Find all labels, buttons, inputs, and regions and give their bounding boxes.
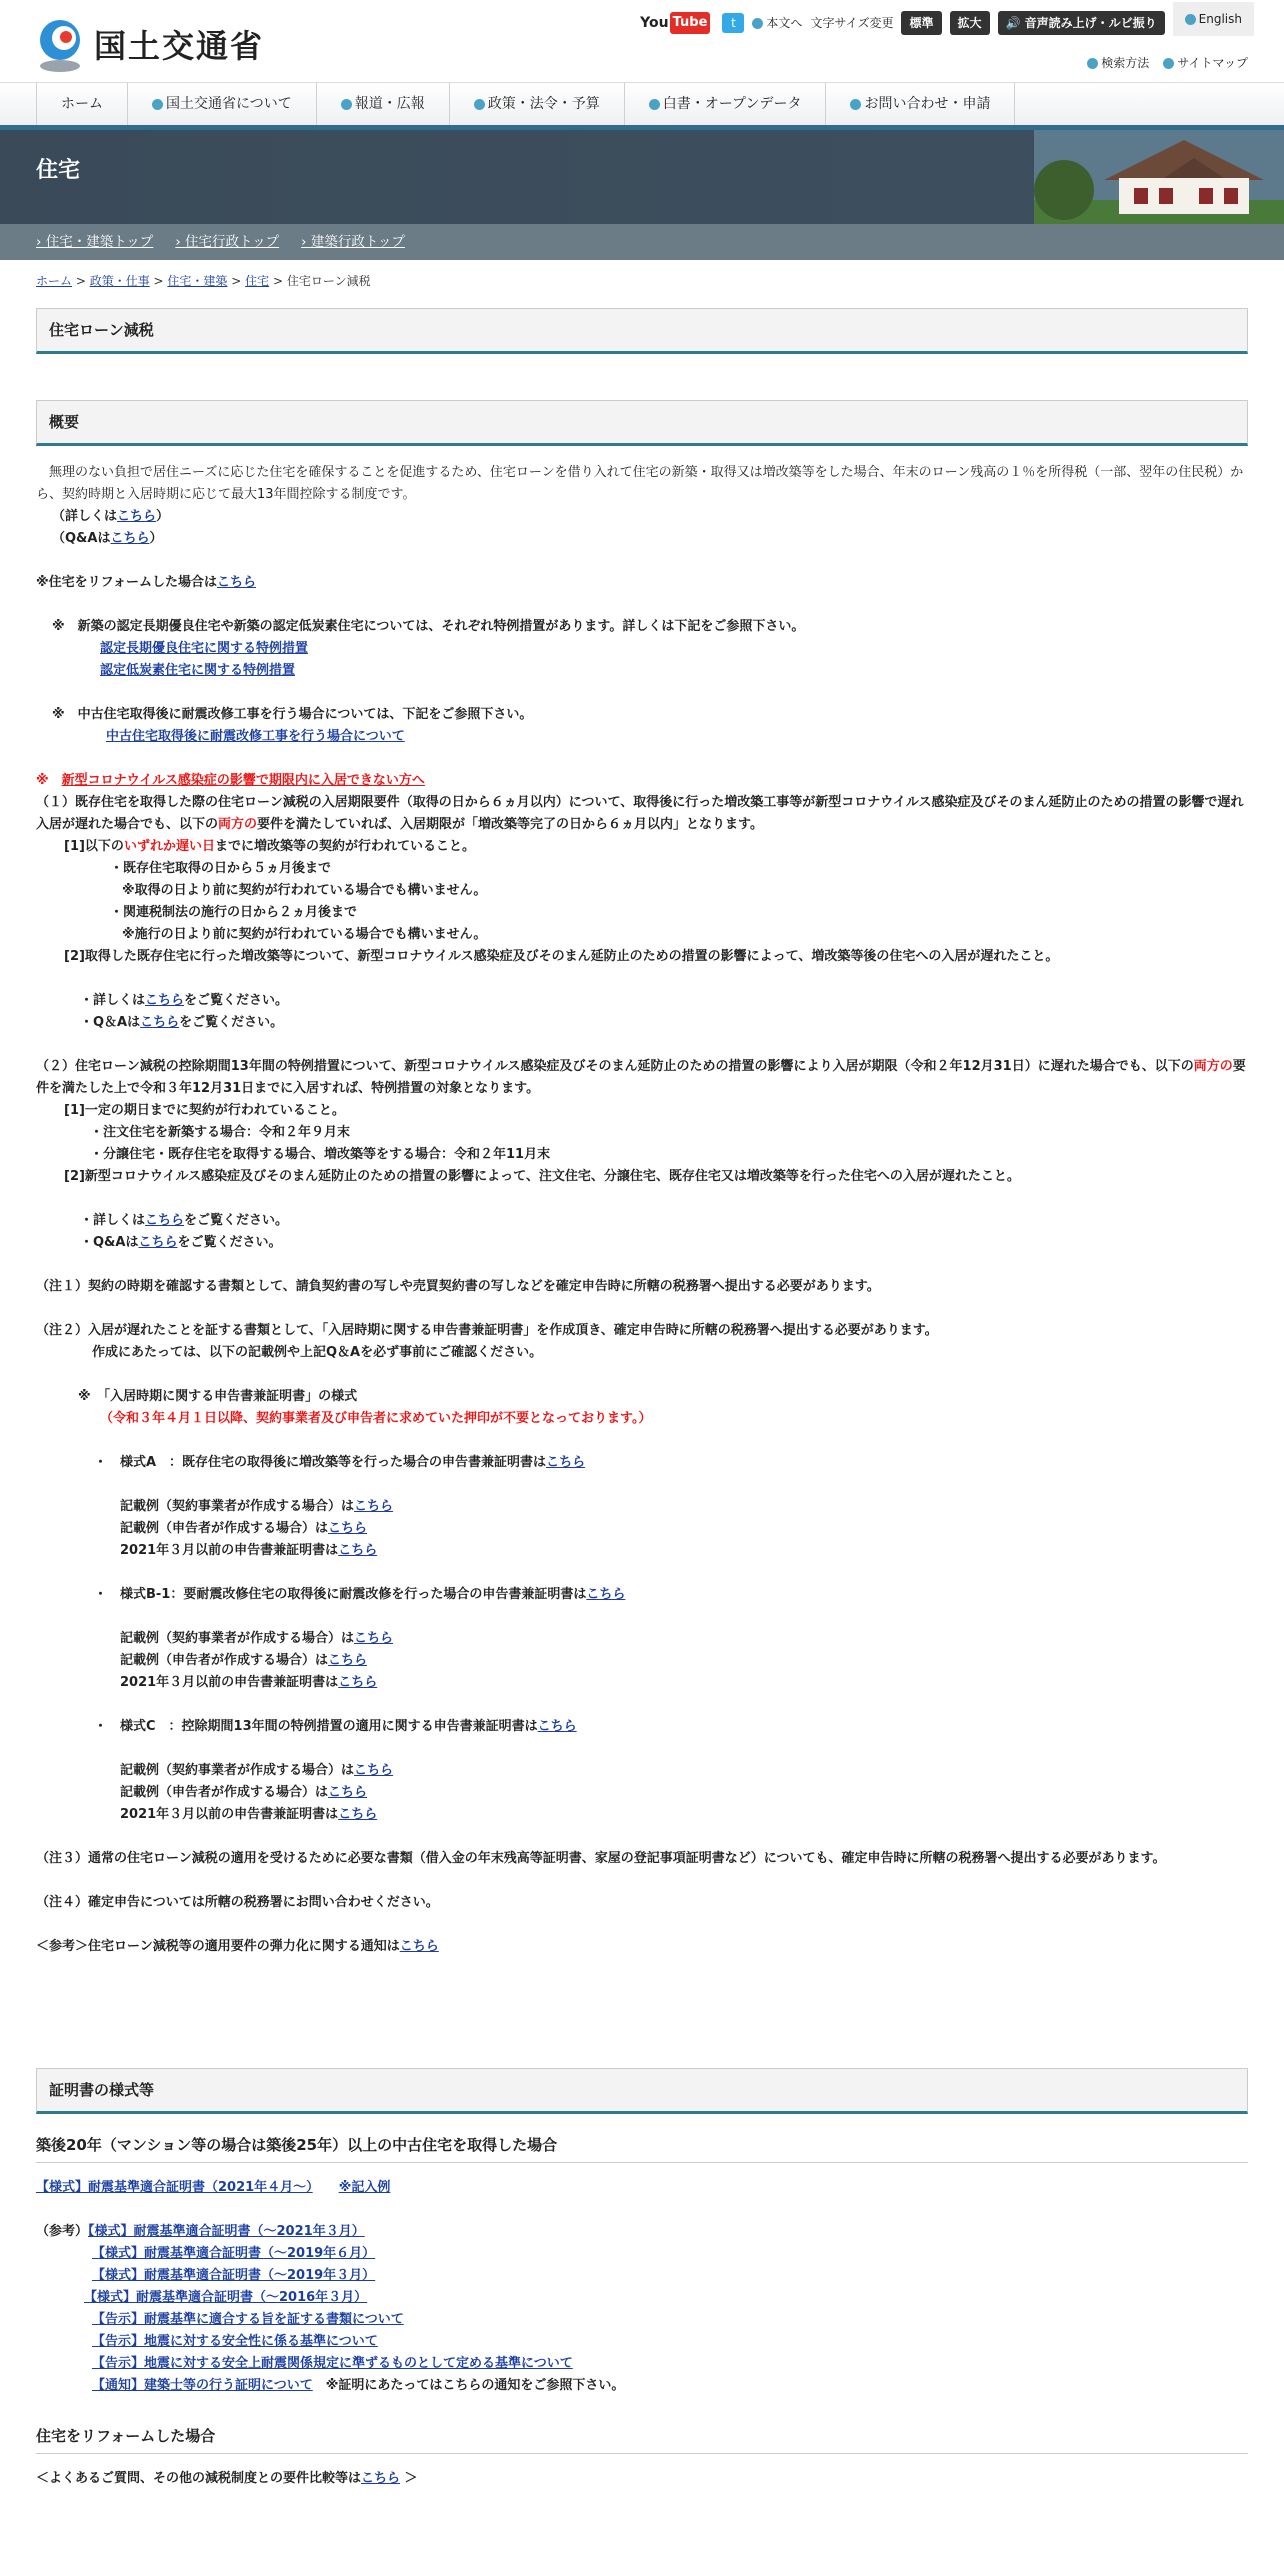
cert-ref-line — [36, 2309, 1248, 2331]
link-block — [36, 638, 1248, 660]
youtube-you: You — [640, 15, 669, 31]
overview-heading: 概要 — [36, 400, 1248, 446]
text: ・ 様式C ：控除期間13年間の特例措置の適用に関する申告書兼証明書は — [94, 1719, 538, 1734]
text: ） — [149, 531, 163, 546]
section-banner — [0, 130, 1284, 224]
font-size-label: 文字サイズ変更 — [810, 16, 894, 30]
english-label: English — [1198, 12, 1242, 26]
cert-ref-link[interactable]: 【告示】地震に対する安全性に係る基準について — [92, 2334, 378, 2349]
form-c-example-applicant-link[interactable]: こちら — [328, 1785, 368, 1800]
breadcrumb-housing-building[interactable]: 住宅・建築 — [167, 274, 228, 288]
subnav-housing-admin-top[interactable]: › 住宅行政トップ — [175, 231, 279, 253]
condition-1: [1]一定の期日までに契約が行われていること。 — [64, 1103, 345, 1118]
cert-ref-line — [36, 2353, 1248, 2375]
note-1: （注１）契約の時期を確認する書類として、請負契約書の写しや売買契約書の写しなどを確定申告時に所轄の税務署へ提出する必要があります。 — [36, 1279, 880, 1294]
breadcrumb-sep: > — [227, 274, 246, 288]
breadcrumb-sep: > — [149, 274, 168, 288]
form-b-example-applicant-link[interactable]: こちら — [328, 1653, 368, 1668]
example-line — [36, 1760, 1248, 1782]
form-b-link[interactable]: こちら — [586, 1587, 626, 1602]
text: をご覧ください。 — [184, 1213, 289, 1228]
detail-line — [36, 506, 1248, 528]
text: 2021年３月以前の申告書兼証明書は — [120, 1807, 339, 1822]
text: （１）既存住宅を取得した際の住宅ローン減税の入居期限要件（取得の日から６ヵ月以内）について、取得後に行った増改築工事等が新型コロナウイルス感染症及びそのまん延防止のための措置の影響で遅れ入居が遅れた場合でも、以下の — [36, 795, 1244, 832]
cert-ref-link[interactable]: 【様式】耐震基準適合証明書（～2019年６月） — [92, 2246, 376, 2261]
overview-intro: 無理のない負担で居住ニーズに応じた住宅を確保することを促進するため、住宅ローンを借り入れて住宅の新築・取得又は増改築等をした場合、年末のローン残高の１％を所得税（一部、翌年の住民税）から、契約時期と入居時期に応じて最大13年間控除する制度です。 — [36, 465, 1244, 502]
note-2-sub: 作成にあたっては、以下の記載例や上記Q＆Aを必ず事前にご確認ください。 — [92, 1345, 543, 1360]
global-nav — [0, 82, 1284, 130]
twitter-icon[interactable]: t — [722, 13, 744, 33]
bullet-icon — [152, 99, 163, 110]
seismic-cert-form-link[interactable]: 【様式】耐震基準適合証明書（2021年４月～） — [36, 2180, 313, 2195]
nav-policy[interactable] — [450, 83, 625, 125]
see-more-line — [36, 990, 1248, 1012]
text: までに増改築等の契約が行われていること。 — [214, 839, 475, 854]
youtube-tube: Tube — [670, 12, 711, 34]
condition-2: [2]新型コロナウイルス感染症及びそのまん延防止のための措置の影響によって、注文住宅、分譲住宅、既存住宅又は増改築等を行った住宅への入居が遅れたこと。 — [64, 1169, 1020, 1184]
text: ・詳しくは — [80, 1213, 146, 1228]
example-line — [36, 1496, 1248, 1518]
nav-contact[interactable] — [826, 83, 1015, 125]
corona-detail-link[interactable]: こちら — [145, 993, 185, 1008]
form-b-line — [36, 1584, 1248, 1606]
highlight-text: 両方の — [1193, 1059, 1233, 1074]
condition-1-note: ※取得の日より前に契約が行われている場合でも構いません。 — [122, 883, 487, 898]
page-title: 住宅ローン減税 — [36, 308, 1248, 354]
cert-ref-line — [36, 2221, 1248, 2243]
text: ※ — [36, 773, 62, 788]
corona-heading — [36, 770, 1248, 792]
utility-links — [1087, 52, 1248, 74]
teitanso-link[interactable]: 認定低炭素住宅に関する特例措置 — [100, 663, 296, 678]
example-line — [36, 1518, 1248, 1540]
cert-ref-link[interactable]: 【告示】地震に対する安全上耐震関係規定に準ずるものとして定める基準について — [92, 2356, 573, 2371]
note-seismic: ※ 中古住宅取得後に耐震改修工事を行う場合については、下記をご参照下さい。 — [52, 707, 533, 722]
house-photo-image — [1034, 130, 1284, 224]
text: 2021年３月以前の申告書兼証明書は — [120, 1543, 339, 1558]
example-line — [36, 1672, 1248, 1694]
text: 記載例（申告者が作成する場合）は — [120, 1785, 329, 1800]
mlit-emblem-icon — [36, 18, 86, 74]
sitemap-link[interactable] — [1163, 52, 1248, 74]
see-more-line — [36, 1012, 1248, 1034]
text: （詳しくは — [52, 509, 118, 524]
nav-whitepaper[interactable] — [625, 83, 827, 125]
skip-label: 本文へ — [766, 16, 803, 30]
corona-item-2 — [36, 1056, 1248, 1100]
text: 2021年３月以前の申告書兼証明書は — [120, 1675, 339, 1690]
nav-home[interactable] — [36, 83, 128, 125]
corona-qa-link-2[interactable]: こちら — [138, 1235, 178, 1250]
breadcrumb — [0, 260, 1284, 302]
bullet-icon — [1087, 58, 1098, 69]
text: ・ 様式B-1：要耐震改修住宅の取得後に耐震改修を行った場合の申告書兼証明書は — [94, 1587, 587, 1602]
font-standard-button[interactable]: 標準 — [901, 11, 941, 35]
text: ＞ — [400, 2471, 418, 2486]
bullet-icon — [341, 99, 352, 110]
nav-label: 政策・法令・予算 — [487, 96, 600, 112]
breadcrumb-policy[interactable]: 政策・仕事 — [89, 274, 150, 288]
faq-link[interactable]: こちら — [361, 2471, 401, 2486]
nav-about[interactable] — [128, 83, 317, 125]
breadcrumb-sep: > — [72, 274, 90, 288]
form-title: ※ 「入居時期に関する申告書兼証明書」の様式 — [78, 1389, 358, 1404]
font-zoom-button[interactable]: 拡大 — [950, 11, 990, 35]
logo-text: 国土交通省 — [94, 27, 265, 65]
youtube-link[interactable] — [640, 12, 710, 34]
cert-ref-line — [36, 2331, 1248, 2353]
text: 要件を満たした上で令和３年12月31日までに入居すれば、特例措置の対象となります。 — [36, 1059, 1246, 1096]
text: 記載例（契約事業者が作成する場合）は — [120, 1631, 355, 1646]
certificate-heading: 証明書の様式等 — [36, 2068, 1248, 2114]
cert-subheading-old-house: 築後20年（マンション等の場合は築後25年）以上の中古住宅を取得した場合 — [36, 2134, 1248, 2163]
reform-line — [36, 572, 1248, 594]
bullet-icon — [1163, 58, 1174, 69]
reform-link[interactable]: こちら — [217, 575, 257, 590]
subnav-building-admin-top[interactable]: › 建築行政トップ — [301, 231, 405, 253]
skip-to-content-link[interactable] — [752, 12, 802, 34]
subnav-housing-building-top[interactable]: › 住宅・建築トップ — [36, 231, 153, 253]
link-block — [36, 660, 1248, 682]
ref-label: （参考） — [36, 2224, 89, 2239]
example-line — [36, 1628, 1248, 1650]
voice-reading-button[interactable]: 🔊 音声読み上げ・ルビ振り — [998, 11, 1165, 35]
reference-link[interactable]: こちら — [399, 1939, 439, 1954]
form-a-link[interactable]: こちら — [546, 1455, 586, 1470]
text: ・ 様式A ：既存住宅の取得後に増改築等を行った場合の申告書兼証明書は — [94, 1455, 547, 1470]
main-content — [0, 308, 1284, 2490]
cert-ref-link[interactable]: 【告示】耐震基準に適合する旨を証する書類について — [92, 2312, 404, 2327]
nav-label: お問い合わせ・申請 — [864, 96, 991, 112]
faq-line — [36, 2468, 1248, 2490]
breadcrumb-sep: > — [269, 274, 287, 288]
cert-ref-line — [36, 2243, 1248, 2265]
text: ※住宅をリフォームした場合は — [36, 575, 217, 590]
highlight-text: 両方の — [218, 817, 258, 832]
text: 記載例（申告者が作成する場合）は — [120, 1653, 329, 1668]
breadcrumb-current: 住宅ローン減税 — [286, 274, 371, 288]
cert-form-line — [36, 2177, 1248, 2199]
see-more-line — [36, 1232, 1248, 1254]
bullet-icon — [850, 99, 861, 110]
reference-line — [36, 1936, 1248, 1958]
seismic-cert-example-link[interactable]: ※記入例 — [338, 2180, 391, 2195]
cert-ref-line — [36, 2375, 1248, 2397]
text: （２）住宅ローン減税の控除期間13年間の特例措置について、新型コロナウイルス感染症及びそのまん延防止のための措置の影響により入居が期限（令和２年12月31日）に遅れた場合でも、以下の — [36, 1059, 1194, 1074]
text: ＜よくあるご質問、その他の減税制度との要件比較等は — [36, 2471, 362, 2486]
note-2: （注２）入居が遅れたことを証する書類として、「入居時期に関する申告書兼証明書」を作成頂き、確定申告時に所轄の税務署へ提出する必要があります。 — [36, 1323, 938, 1338]
text: ・Q&Aは — [80, 1235, 139, 1250]
text: （Q&Aは — [52, 531, 111, 546]
form-c-old-link[interactable]: こちら — [338, 1807, 378, 1822]
corona-detail-link-2[interactable]: こちら — [145, 1213, 185, 1228]
form-b-old-link[interactable]: こちら — [338, 1675, 378, 1690]
condition-1-note: ※施行の日より前に契約が行われている場合でも構いません。 — [122, 927, 487, 942]
form-a-example-contractor-link[interactable]: こちら — [354, 1499, 394, 1514]
form-c-link[interactable]: こちら — [537, 1719, 577, 1734]
mlit-logo[interactable] — [36, 18, 264, 74]
text: ＜参考＞住宅ローン減税等の適用要件の弾力化に関する通知は — [36, 1939, 400, 1954]
form-b-example-contractor-link[interactable]: こちら — [354, 1631, 394, 1646]
qa-link[interactable]: こちら — [110, 531, 150, 546]
breadcrumb-housing[interactable]: 住宅 — [245, 274, 270, 288]
bullet-icon — [649, 99, 660, 110]
sub-nav — [0, 224, 1284, 260]
note-3: （注３）通常の住宅ローン減税の適用を受けるために必要な書類（借入金の年末残高等証明書、家屋の登記事項証明書など）についても、確定申告時に所轄の税務署へ提出する必要があります。 — [36, 1851, 1166, 1866]
form-a-example-applicant-link[interactable]: こちら — [328, 1521, 368, 1536]
bullet-icon — [1185, 14, 1196, 25]
nav-label: 報道・広報 — [354, 96, 425, 112]
search-label: 検索方法 — [1101, 56, 1150, 70]
bullet-icon — [752, 18, 763, 29]
note-4: （注４）確定申告については所轄の税務署にお問い合わせください。 — [36, 1895, 439, 1910]
qa-line — [36, 528, 1248, 550]
form-c-line — [36, 1716, 1248, 1738]
example-line — [36, 1804, 1248, 1826]
sitemap-label: サイトマップ — [1177, 56, 1248, 70]
form-stamp-note: （令和３年４月１日以降、契約事業者及び申告者に求めていた押印が不要となっております。） — [100, 1411, 652, 1426]
voice-label: 音声読み上げ・ルビ振り — [1024, 16, 1157, 30]
text: [1]以下の — [64, 839, 124, 854]
condition-1-item: ・関連税制法の施行の日から２ヵ月後まで — [110, 905, 358, 920]
text: ） — [156, 509, 170, 524]
text: をご覧ください。 — [177, 1235, 282, 1250]
text: ・詳しくは — [80, 993, 146, 1008]
form-a-line — [36, 1452, 1248, 1474]
cert-ref-link[interactable]: 【通知】建築士等の行う証明について — [92, 2378, 313, 2393]
form-c-example-contractor-link[interactable]: こちら — [354, 1763, 394, 1778]
condition-1-item: ・既存住宅取得の日から５ヵ月後まで — [110, 861, 332, 876]
cert-ref-line — [36, 2287, 1248, 2309]
corona-qa-link[interactable]: こちら — [140, 1015, 180, 1030]
form-a-old-link[interactable]: こちら — [338, 1543, 378, 1558]
nav-press[interactable] — [317, 83, 450, 125]
corona-title: 新型コロナウイルス感染症の影響で期限内に入居できない方へ — [61, 773, 425, 788]
text: をご覧ください。 — [179, 1015, 284, 1030]
see-more-line — [36, 1210, 1248, 1232]
seismic-retrofit-link[interactable]: 中古住宅取得後に耐震改修工事を行う場合について — [106, 729, 405, 744]
cert-ref-line — [36, 2265, 1248, 2287]
search-help-link[interactable] — [1087, 52, 1149, 74]
text: 記載例（契約事業者が作成する場合）は — [120, 1763, 355, 1778]
text: 記載例（契約事業者が作成する場合）は — [120, 1499, 355, 1514]
cert-subheading-reform: 住宅をリフォームした場合 — [36, 2425, 1248, 2454]
condition-1-item: ・分譲住宅・既存住宅を取得する場合、増改築等をする場合：令和２年11月末 — [90, 1147, 551, 1162]
text: 要件を満たしていれば、入居期限が「増改築等完了の日から６ヵ月以内」となります。 — [257, 817, 763, 832]
text: をご覧ください。 — [184, 993, 289, 1008]
text: ・Q＆Aは — [80, 1015, 141, 1030]
utility-bar — [640, 10, 1254, 36]
highlight-text: いずれか遅い日 — [123, 839, 215, 854]
nav-label: ホーム — [61, 96, 103, 112]
english-link[interactable] — [1173, 2, 1254, 36]
bullet-icon — [474, 99, 485, 110]
cert-ref-link[interactable]: 【様式】耐震基準適合証明書（～2016年３月） — [84, 2290, 368, 2305]
example-line — [36, 1540, 1248, 1562]
example-line — [36, 1650, 1248, 1672]
site-header — [0, 0, 1284, 82]
nav-label: 国土交通省について — [166, 96, 292, 112]
cert-ref-link[interactable]: 【様式】耐震基準適合証明書（～2021年３月） — [88, 2224, 365, 2239]
text: 記載例（申告者が作成する場合）は — [120, 1521, 329, 1536]
banner-title: 住宅 — [36, 158, 81, 183]
condition-1-item: ・注文住宅を新築する場合：令和２年９月末 — [90, 1125, 351, 1140]
cert-notice: ※証明にあたってはこちらの通知をご参照下さい。 — [325, 2378, 625, 2393]
example-line — [36, 1782, 1248, 1804]
breadcrumb-home[interactable]: ホーム — [36, 274, 73, 288]
condition-2: [2]取得した既存住宅に行った増改築等について、新型コロナウイルス感染症及びそのまん延防止のための措置の影響によって、増改築等後の住宅への入居が遅れたこと。 — [64, 949, 1059, 964]
choki-yuryo-link[interactable]: 認定長期優良住宅に関する特例措置 — [100, 641, 309, 656]
cert-ref-link[interactable]: 【様式】耐震基準適合証明書（～2019年３月） — [92, 2268, 376, 2283]
detail-link[interactable]: こちら — [117, 509, 157, 524]
corona-item-1 — [36, 792, 1248, 836]
nav-label: 白書・オープンデータ — [662, 96, 802, 112]
link-block — [36, 726, 1248, 748]
condition-1 — [36, 836, 1248, 858]
note-special-measures: ※ 新築の認定長期優良住宅や新築の認定低炭素住宅については、それぞれ特例措置があります。詳しくは下記をご参照下さい。 — [52, 619, 805, 634]
